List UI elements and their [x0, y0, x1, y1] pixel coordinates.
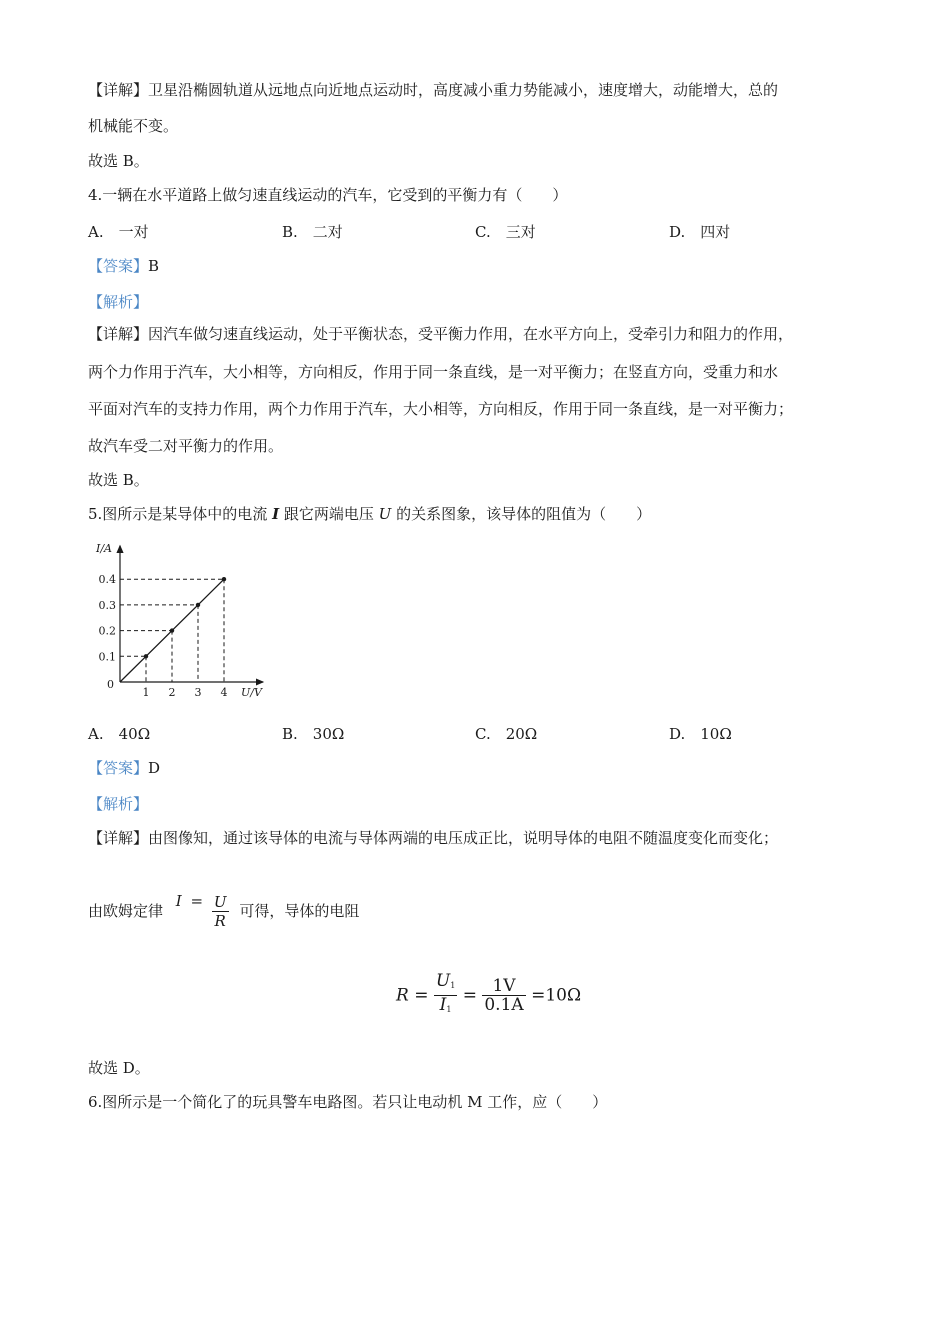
ohm-lhs: I	[175, 892, 182, 910]
prev-detail-line-1: 【详解】卫星沿椭圆轨道从远地点向近地点运动时，高度减小重力势能减小，速度增大，动能增大，总的	[88, 81, 779, 99]
calc-equals-1: =	[414, 985, 429, 1006]
ohm-fraction-numerator: U	[213, 892, 227, 911]
q5-question-post: 的关系图象，该导体的阻值为（ ）	[391, 505, 652, 523]
answer-tag: 【答案】	[88, 257, 149, 275]
calc-u-symbol: U	[435, 971, 451, 991]
y-axis-label: I/A	[96, 541, 112, 555]
q5-resistance-calc	[396, 972, 581, 1019]
q5-option-b: B. 30Ω	[282, 725, 345, 743]
x-tick-label-3: 3	[194, 686, 202, 699]
calc-fraction-2-numerator: 1V	[482, 977, 525, 996]
origin-label: 0	[107, 678, 114, 691]
q5-question	[88, 504, 651, 524]
ohm-fraction-denominator: R	[214, 911, 226, 930]
q5-option-d: D. 10Ω	[669, 725, 732, 743]
q5-question-mid: 跟它两端电压	[279, 505, 379, 523]
y-tick-label-0.1: 0.1	[98, 650, 116, 664]
calc-lhs: R	[396, 985, 409, 1006]
y-tick-label-0.2: 0.2	[98, 624, 116, 638]
ohm-equals: =	[190, 892, 204, 910]
q5-analysis-tag: 【解析】	[88, 795, 149, 813]
calc-fraction-2	[482, 977, 525, 1014]
calc-fraction-1-numerator	[434, 972, 457, 996]
calc-fraction-1	[434, 972, 457, 1019]
ohm-law-suffix: 可得，导体的电阻	[239, 902, 360, 920]
q6-question: 6.图所示是一个简化了的玩具警车电路图。若只让电动机 M 工作，应（ ）	[88, 1093, 608, 1111]
q4-answer	[88, 256, 159, 276]
ohm-fraction	[212, 893, 229, 930]
q5-detail-line: 【详解】由图像知，通过该导体的电流与导体两端的电压成正比，说明导体的电阻不随温度变化而变化；	[88, 829, 779, 847]
q5-option-c: C. 20Ω	[475, 725, 538, 743]
q4-option-a: A. 一对	[88, 223, 149, 241]
data-point-1	[144, 654, 148, 658]
q5-question-current-symbol: I	[272, 505, 280, 523]
x-tick-label-1: 1	[142, 686, 150, 699]
x-tick-label-4: 4	[220, 686, 228, 699]
q4-detail-line-3: 平面对汽车的支持力作用，两个力作用于汽车，大小相等，方向相反，作用于同一条直线，是一对平衡力；	[88, 400, 794, 418]
answer-tag: 【答案】	[88, 759, 149, 777]
answer-value: B	[148, 257, 160, 275]
q4-option-d: D. 四对	[669, 223, 731, 241]
q5-answer	[88, 758, 160, 778]
ohm-law-prefix: 由欧姆定律	[88, 902, 164, 920]
x-axis-label: U/V	[241, 686, 262, 699]
q4-question: 4.一辆在水平道路上做匀速直线运动的汽车，它受到的平衡力有（ ）	[88, 186, 568, 204]
calc-fraction-2-denominator: 0.1A	[484, 995, 524, 1015]
calc-i-subscript: 1	[446, 1005, 452, 1014]
calc-result: 10Ω	[545, 985, 582, 1006]
q5-question-pre: 5.图所示是某导体中的电流	[88, 505, 273, 523]
y-tick-label-0.3: 0.3	[98, 598, 116, 612]
q4-detail-line-4: 故汽车受二对平衡力的作用。	[88, 437, 284, 455]
prev-detail-line-2: 机械能不变。	[88, 117, 179, 135]
data-point-3	[196, 603, 200, 607]
calc-u-subscript: 1	[450, 981, 456, 990]
q5-option-a: A. 40Ω	[88, 725, 151, 743]
q4-option-c: C. 三对	[475, 223, 536, 241]
q4-option-b: B. 二对	[282, 223, 343, 241]
calc-equals-3: =	[531, 985, 546, 1006]
q4-detail-line-2: 两个力作用于汽车，大小相等，方向相反，作用于同一条直线，是一对平衡力；在竖直方向，受重力和水	[88, 363, 779, 381]
q4-detail-line-1: 【详解】因汽车做匀速直线运动，处于平衡状态，受平衡力作用，在水平方向上，受牵引力和阻力的作用，	[88, 325, 794, 343]
q5-question-voltage-symbol: U	[378, 505, 392, 523]
q5-ohm-law-line	[88, 888, 359, 933]
q4-analysis-tag: 【解析】	[88, 293, 149, 311]
answer-value: D	[148, 759, 161, 777]
calc-i-symbol: I	[439, 995, 447, 1015]
q5-conclusion: 故选 D。	[88, 1059, 150, 1077]
q4-conclusion: 故选 B。	[88, 471, 149, 489]
data-point-2	[170, 628, 174, 632]
calc-equals-2: =	[462, 985, 477, 1006]
x-tick-label-2: 2	[168, 686, 176, 699]
y-tick-label-0.4: 0.4	[98, 573, 116, 587]
data-point-4	[222, 577, 226, 581]
iu-chart	[88, 538, 288, 708]
calc-fraction-1-denominator	[434, 996, 457, 1019]
prev-conclusion: 故选 B。	[88, 152, 149, 170]
